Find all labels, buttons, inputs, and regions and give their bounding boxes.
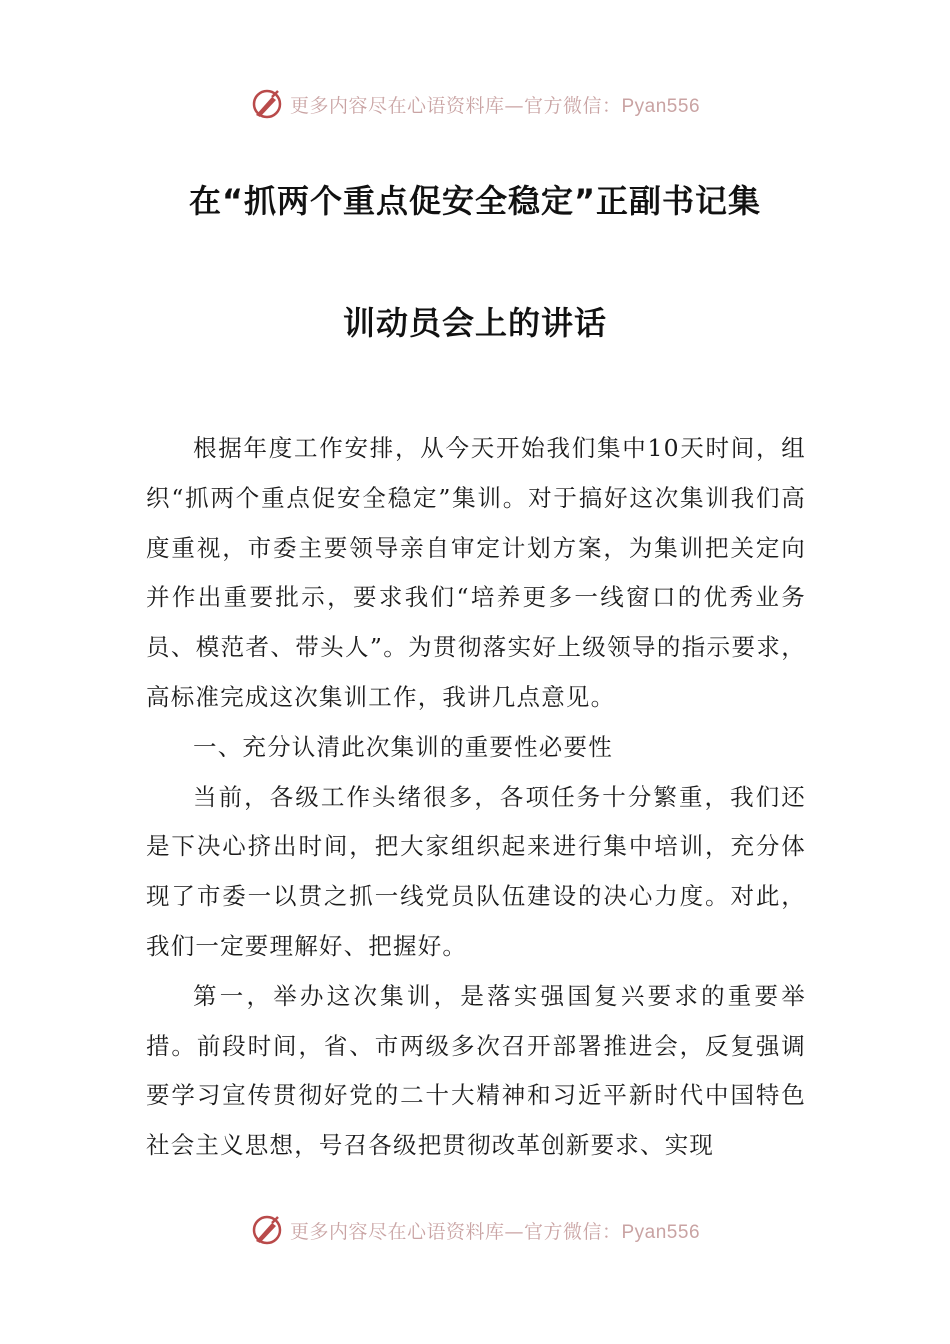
paragraph-first-point: 第一，举办这次集训，是落实强国复兴要求的重要举措。前段时间，省、市两级多次召开部署推进会，反复强调要学习宣传贯彻好党的二十大精神和习近平新时代中国特色社会主义思想，号召各级把贯彻改革创新要求、实现 [146, 981, 806, 1160]
banner-wechat-id: Pyan556 [621, 1221, 701, 1243]
banner-wechat-id: Pyan556 [621, 95, 701, 117]
document-title-line-2: 训动员会上的讲话 [342, 304, 607, 342]
header-banner [0, 84, 950, 124]
paragraph-intro: 根据年度工作安排，从今天开始我们集中10天时间，组织“抓两个重点促安全稳定”集训。对于搞好这次集训我们高度重视，市委主要领导亲自审定计划方案，为集训把关定向并作出重要批示，要求我们“培养更多一线窗口的优秀业务员、模范者、带头人”。为贯彻落实好上级领导的指示要求，高标准完成这次集训工作，我讲几点意见。 [146, 434, 806, 711]
document-body [146, 424, 806, 1171]
document-title-line-1: 在“抓两个重点促安全稳定”正副书记集 [188, 182, 762, 220]
banner-text: 更多内容尽在心语资料库—官方微信：Pyan556 [289, 94, 701, 117]
paragraph-current-situation: 当前，各级工作头绪很多，各项任务十分繁重，我们还是下决心挤出时间，把大家组织起来进行集中培训，充分体现了市委一以贯之抓一线党员队伍建设的决心力度。对此，我们一定要理解好、把握好。 [146, 782, 806, 960]
pen-logo-icon [250, 87, 284, 121]
pen-logo-icon [250, 1213, 284, 1247]
section-heading-1: 一、充分认清此次集训的重要性必要性 [193, 732, 613, 761]
banner-text: 更多内容尽在心语资料库—官方微信：Pyan556 [289, 1220, 701, 1243]
footer-banner [0, 1210, 950, 1250]
